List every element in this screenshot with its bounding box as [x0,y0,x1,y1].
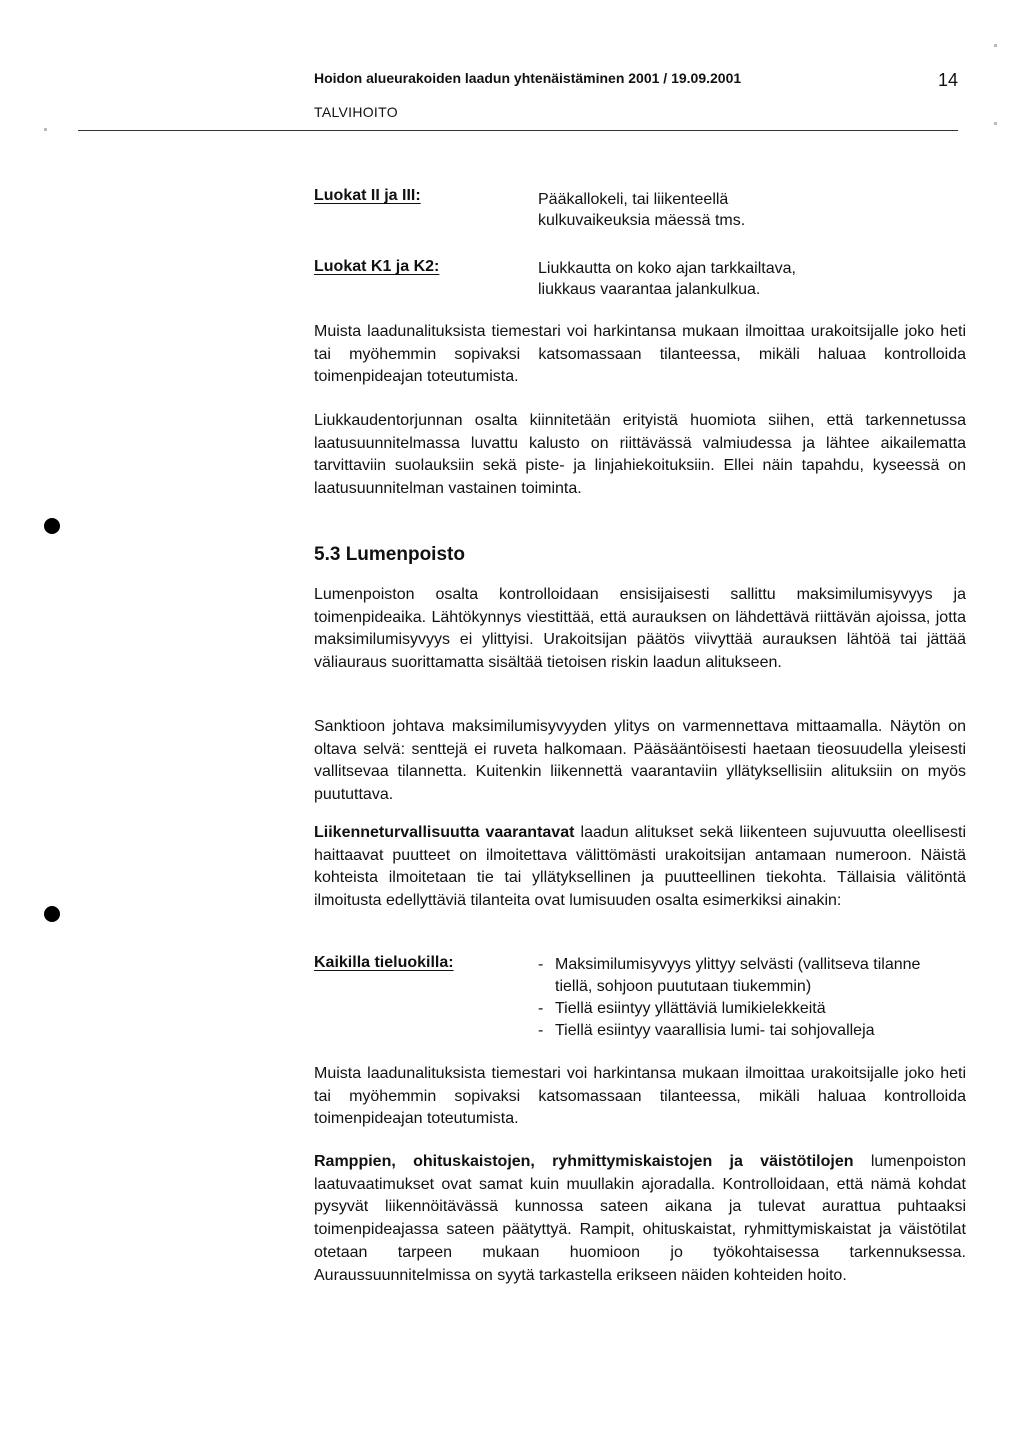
definition-line: kulkuvaikeuksia mäessä tms. [538,212,746,229]
list-item-text: Tiellä esiintyy vaarallisia lumi- tai sohjovalleja [555,1022,875,1039]
list-dash: - [538,1022,544,1039]
paragraph-laadunalitukset-repeat: Muista laadunalituksista tiemestari voi harkintansa mukaan ilmoittaa urakoitsijalle joko heti tai myöhemmin sopivaksi katsomassaan tilanteessa, mikäli haluaa kontrolloida toimenpideajan toteutumista. [314,1065,966,1128]
list-item [538,998,958,1020]
list-item-text: Tiellä esiintyy yllättäviä lumikielekkeitä [555,1000,826,1017]
header-divider [78,130,958,131]
list-item [538,954,958,998]
list-item [538,1020,958,1042]
paragraph-liukkaudentorjunta: Liukkaudentorjunnan osalta kiinnitetään erityistä huomiota siihen, että tarkennetussa laatusuunnitelmassa luvattu kalusto on riittävässä valmiudessa ja lähtee aikailematta tarvittaviin suolauksiin sekä piste- ja linjahiekoituksiin. Ellei näin tapahdu, kyseessä on laatusuunnitelman vastainen toiminta. [314,412,966,498]
definition-line: Pääkallokeli, tai liikenteellä [538,191,729,208]
paragraph-body: laadun alitukset sekä liikenteen sujuvuutta oleellisesti haittaavat puutteet on ilmoitettava välittömästi urakoitsijan antamaan numeroon. Näistä kohteista ilmoitetaan tie tai yllätyksellinen ja puutteellinen tiekohta. Tällaisia välitöntä ilmoitusta edellyttäviä tilanteita ovat lumisuuden osalta esimerkiksi ainakin: [314,824,967,910]
definition-term-luokat-k1-k2: Luokat K1 ja K2: [314,258,440,275]
page-number: 14 [938,70,959,90]
bold-lead: Liikenneturvallisuutta vaarantavat [314,824,575,841]
list-dash: - [538,1000,544,1017]
scan-speck [44,128,47,131]
bold-lead: Ramppien, ohituskaistojen, ryhmittymiskaistojen ja väistötilojen [314,1153,854,1170]
paragraph-laadunalitukset: Muista laadunalituksista tiemestari voi harkintansa mukaan ilmoittaa urakoitsijalle joko heti tai myöhemmin sopivaksi katsomassaan tilanteessa, mikäli haluaa kontrolloida toimenpideajan toteutumista. [314,323,966,386]
paragraph-sanktio: Sanktioon johtava maksimilumisyvyyden ylitys on varmennettava mittaamalla. Näytön on oltava selvä: senttejä ei ruveta halkomaan. Pääsääntöisesti haetaan tieosuudella yleisesti vallitsevaa tilannetta. Kuitenkin liikennettä vaarantaviin yllätyksellisiin alituksiin on myös puututtava. [314,718,966,804]
paragraph-lumenpoisto: Lumenpoiston osalta kontrolloidaan ensisijaisesti sallittu maksimilumisyvyys ja toimenpideaika. Lähtökynnys viestittää, että aurauksen on lähdettävä riittävän ajoissa, jotta maksimilumisyvyys ei ylittyisi. Urakoitsijan päätös viivyttää aurauksen lähtöä tai jättää väliauraus suorittamatta sisältää tietoisen riskin laadun alitukseen. [314,586,966,672]
binder-hole-mark [44,906,60,922]
definition-text-luokat-2-3 [538,189,918,231]
definition-line: Liukkautta on koko ajan tarkkailtava, [538,260,796,277]
paragraph-liikenneturvallisuus [314,822,966,913]
paragraph-rampit [314,1151,966,1287]
definition-line: liukkaus vaarantaa jalankulkua. [538,281,761,298]
document-header-title: Hoidon alueurakoiden laadun yhtenäistäminen 2001 / 19.09.2001 [314,70,742,86]
definition-text-luokat-k1-k2 [538,258,918,300]
paragraph-body: lumenpoiston laatuvaatimukset ovat samat kuin muullakin ajoradalla. Kontrolloidaan, että nämä kohdat pysyvät liikennöitävässä kunnossa sateen aikana ja tulevat aurattua puhtaaksi toimenpideajassa sateen päätyttyä. Rampit, ohituskaistat, ryhmittymiskaistat ja väistötilat otetaan tarpeen mukaan huomioon jo työkohtaisessa tarkennuksessa. Auraussuunnitelmissa on syytä tarkastella erikseen näiden kohteiden hoito. [314,1153,966,1284]
section-label: TALVIHOITO [314,104,398,120]
section-heading: 5.3 Lumenpoisto [314,544,465,565]
definition-term-luokat-2-3: Luokat II ja III: [314,187,421,204]
scan-speck [994,122,997,125]
binder-hole-mark [44,518,60,534]
list-item-text: Maksimilumisyvyys ylittyy selvästi (vallitseva tilanne tiellä, sohjoon puututaan tiukemmin) [555,956,921,995]
all-classes-term: Kaikilla tieluokilla: [314,954,454,971]
list-dash: - [538,956,544,973]
scan-speck [994,44,997,47]
